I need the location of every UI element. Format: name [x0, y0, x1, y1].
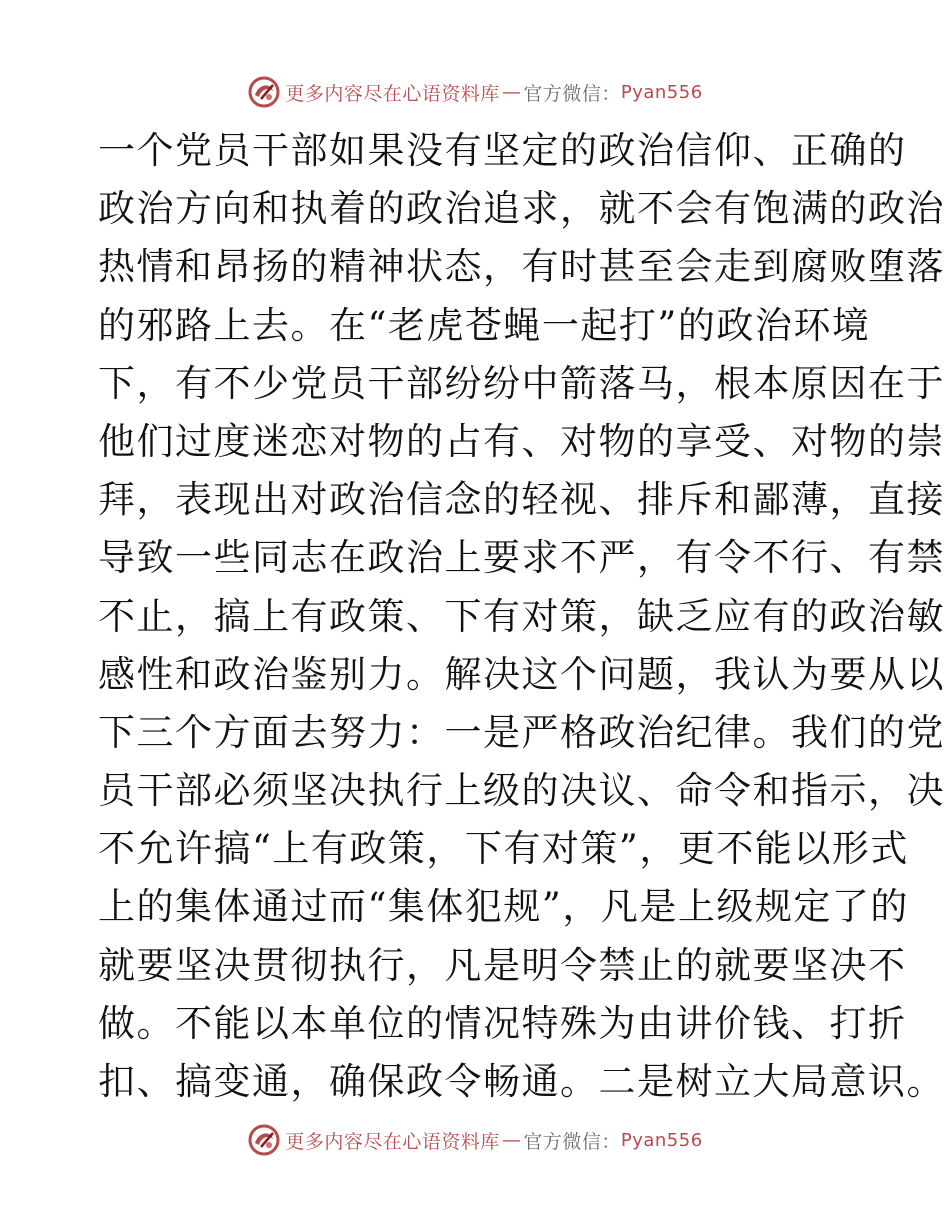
red-swirl-logo-icon [247, 75, 281, 109]
paragraph-line: 一个党员干部如果没有坚定的政治信仰、正确的 [98, 129, 907, 172]
paragraph-line: 扣、搞变通，确保政令畅通。二是树立大局意识。 [98, 1060, 945, 1103]
paragraph-line: 不止，搞上有政策、下有对策，缺乏应有的政治敏 [98, 594, 945, 638]
watermark-separator: — [501, 1129, 522, 1151]
watermark-wechat-id: Pyan556 [620, 81, 703, 103]
paragraph-line: 下，有不少党员干部纷纷中箭落马，根本原因在于 [98, 361, 945, 405]
watermark-label: 官方微信： [523, 82, 621, 105]
watermark-label: 官方微信： [523, 1130, 621, 1153]
paragraph-line: 上的集体通过而“集体犯规”，凡是上级规定了的 [98, 885, 909, 929]
footer-watermark [0, 1120, 950, 1160]
paragraph-line: 拜，表现出对政治信念的轻视、排斥和鄙薄，直接 [98, 478, 945, 522]
paragraph-line: 不允许搞“上有政策，下有对策”，更不能以形式 [98, 827, 909, 871]
paragraph-line: 导致一些同志在政治上要求不严，有令不行、有禁 [98, 536, 945, 580]
watermark-wechat-id: Pyan556 [620, 1129, 703, 1151]
paragraph-line: 政治方向和执着的政治追求，就不会有饱满的政治 [98, 187, 945, 231]
watermark-separator: — [501, 81, 522, 103]
paragraph-line: 感性和政治鉴别力。解决这个问题，我认为要从以 [98, 652, 945, 696]
paragraph-line: 做。不能以本单位的情况特殊为由讲价钱、打折 [98, 1001, 907, 1045]
paragraph-line: 的邪路上去。在“老虎苍蝇一起打”的政治环境 [98, 303, 871, 347]
watermark-brand: 更多内容尽在心语资料库 [285, 1130, 500, 1153]
paragraph-line: 他们过度迷恋对物的占有、对物的享受、对物的崇 [98, 419, 945, 463]
header-watermark [0, 72, 950, 112]
red-swirl-logo-icon [247, 1123, 281, 1157]
paragraph-line: 下三个方面去努力：一是严格政治纪律。我们的党 [98, 710, 945, 754]
paragraph-line: 热情和昂扬的精神状态，有时甚至会走到腐败堕落 [98, 245, 945, 289]
paragraph-line: 员干部必须坚决执行上级的决议、命令和指示，决 [98, 769, 945, 813]
watermark-brand: 更多内容尽在心语资料库 [285, 82, 500, 105]
body-paragraph [98, 122, 945, 1111]
paragraph-line: 就要坚决贯彻执行，凡是明令禁止的就要坚决不 [98, 943, 907, 987]
